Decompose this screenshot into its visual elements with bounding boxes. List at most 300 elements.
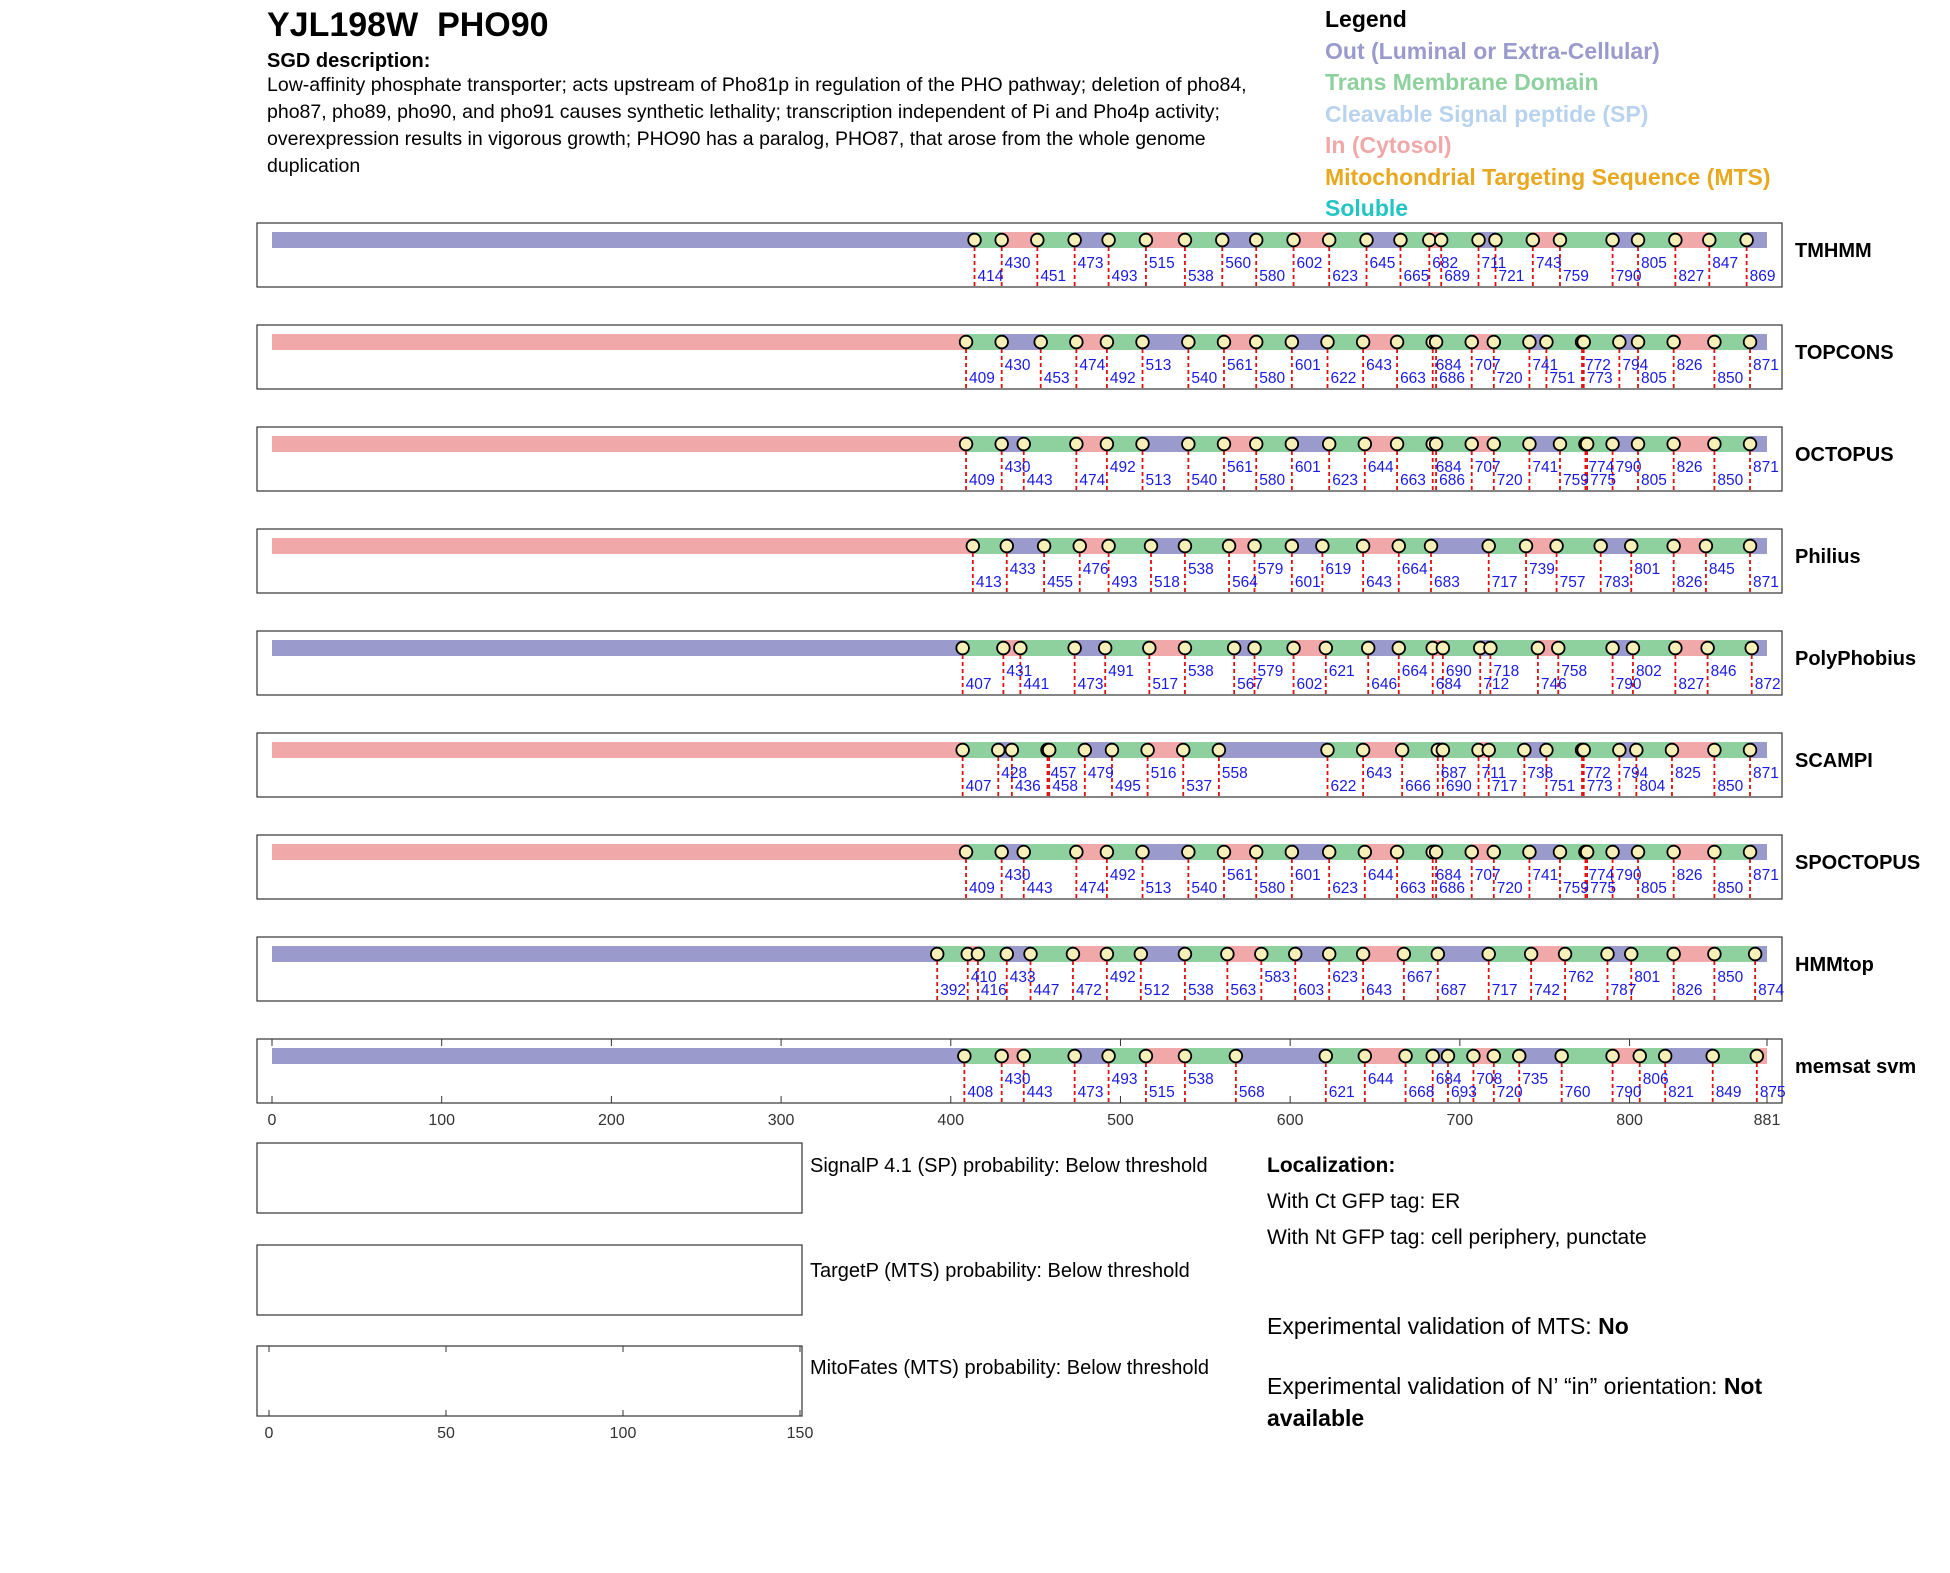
- boundary-circle: [1431, 948, 1444, 961]
- boundary-circle: [1218, 438, 1231, 451]
- boundary-label: 711: [1481, 255, 1507, 272]
- topology-segment-out: [272, 232, 975, 248]
- boundary-circle: [1667, 438, 1680, 451]
- boundary-label: 871: [1753, 357, 1779, 374]
- topology-segment-tm: [1558, 640, 1612, 656]
- boundary-label: 441: [1023, 676, 1050, 693]
- boundary-circle: [1606, 846, 1619, 859]
- boundary-circle: [1038, 540, 1051, 553]
- boundary-circle: [1465, 846, 1478, 859]
- boundary-label: 693: [1450, 1084, 1477, 1101]
- boundary-label: 871: [1753, 459, 1779, 476]
- boundary-circle: [1706, 1050, 1719, 1063]
- track-label-memsat-svm: memsat svm: [1795, 1056, 1917, 1078]
- boundary-label: 540: [1191, 370, 1218, 387]
- boundary-circle: [1667, 846, 1680, 859]
- boundary-label: 850: [1717, 472, 1744, 489]
- boundary-circle: [1079, 744, 1092, 757]
- boundary-label: 433: [1009, 561, 1036, 578]
- boundary-label: 474: [1079, 880, 1106, 897]
- boundary-circle: [1286, 336, 1299, 349]
- boundary-circle: [1357, 948, 1370, 961]
- boundary-circle: [1101, 336, 1114, 349]
- boundary-label: 560: [1225, 255, 1252, 272]
- boundary-label: 621: [1328, 1084, 1355, 1101]
- legend-item-out: Out (Luminal or Extra-Cellular): [1325, 37, 1660, 64]
- legend-item-tm: Trans Membrane Domain: [1325, 69, 1599, 95]
- boundary-circle: [1625, 540, 1638, 553]
- boundary-circle: [1102, 1050, 1115, 1063]
- boundary-label: 805: [1641, 370, 1667, 387]
- boundary-circle: [1000, 540, 1013, 553]
- boundary-circle: [1606, 438, 1619, 451]
- boundary-label: 790: [1615, 676, 1642, 693]
- x-tick-label: 100: [428, 1112, 456, 1129]
- boundary-label: 538: [1187, 561, 1214, 578]
- boundary-label: 846: [1710, 663, 1737, 680]
- boundary-circle: [1182, 846, 1195, 859]
- boundary-label: 518: [1154, 574, 1180, 591]
- boundary-circle: [1106, 744, 1119, 757]
- boundary-label: 872: [1754, 676, 1781, 693]
- boundary-circle: [972, 948, 985, 961]
- page-title: YJL198W PHO90: [267, 6, 549, 44]
- boundary-label: 622: [1330, 370, 1357, 387]
- mitofates-text: MitoFates (MTS) probability: Below threshold: [810, 1357, 1210, 1379]
- boundary-label: 430: [1004, 867, 1031, 884]
- boundary-label: 773: [1586, 370, 1613, 387]
- boundary-circle: [1430, 846, 1443, 859]
- boundary-circle: [1068, 1050, 1081, 1063]
- boundary-circle: [1136, 336, 1149, 349]
- boundary-label: 619: [1325, 561, 1352, 578]
- boundary-circle: [1392, 540, 1405, 553]
- boundary-label: 717: [1491, 982, 1518, 999]
- boundary-label: 686: [1439, 880, 1465, 897]
- x-tick-label: 881: [1753, 1112, 1781, 1129]
- boundary-circle: [1703, 234, 1716, 247]
- boundary-label: 826: [1676, 574, 1703, 591]
- boundary-circle: [1601, 948, 1614, 961]
- boundary-circle: [1632, 336, 1645, 349]
- boundary-circle: [1701, 642, 1714, 655]
- boundary-circle: [1017, 438, 1030, 451]
- boundary-circle: [1744, 540, 1757, 553]
- panel-tick-label: 0: [264, 1425, 274, 1442]
- boundary-label: 602: [1296, 676, 1323, 693]
- boundary-label: 790: [1615, 867, 1642, 884]
- boundary-label: 643: [1366, 982, 1393, 999]
- topology-segment-tm: [1185, 640, 1234, 656]
- legend-item-mts: Mitochondrial Targeting Sequence (MTS): [1325, 163, 1771, 190]
- boundary-circle: [1034, 336, 1047, 349]
- boundary-circle: [1145, 540, 1158, 553]
- boundary-label: 458: [1052, 778, 1079, 795]
- boundary-circle: [1467, 1050, 1480, 1063]
- boundary-label: 684: [1435, 867, 1462, 884]
- boundary-label: 794: [1622, 765, 1649, 782]
- boundary-label: 645: [1369, 255, 1396, 272]
- boundary-circle: [1221, 948, 1234, 961]
- boundary-label: 827: [1678, 268, 1705, 285]
- track-label-philius: Philius: [1795, 546, 1861, 568]
- boundary-circle: [1102, 234, 1115, 247]
- boundary-circle: [1425, 540, 1438, 553]
- boundary-label: 644: [1367, 1071, 1394, 1088]
- boundary-label: 871: [1753, 574, 1779, 591]
- track-label-topcons: TOPCONS: [1795, 342, 1894, 364]
- boundary-label: 407: [965, 676, 992, 693]
- boundary-circle: [1073, 540, 1086, 553]
- boundary-circle: [1141, 744, 1154, 757]
- boundary-circle: [1248, 540, 1261, 553]
- boundary-label: 663: [1400, 880, 1426, 897]
- panel-frame-targetp: [257, 1245, 802, 1315]
- boundary-circle: [995, 846, 1008, 859]
- boundary-label: 790: [1615, 459, 1642, 476]
- boundary-circle: [1577, 336, 1590, 349]
- boundary-label: 643: [1366, 574, 1393, 591]
- x-tick-label: 600: [1276, 1112, 1304, 1129]
- boundary-label: 774: [1588, 459, 1615, 476]
- boundary-label: 601: [1294, 357, 1321, 374]
- boundary-label: 644: [1367, 867, 1394, 884]
- boundary-circle: [1554, 846, 1567, 859]
- boundary-label: 762: [1568, 969, 1594, 986]
- boundary-label: 801: [1634, 969, 1661, 986]
- boundary-circle: [1140, 234, 1153, 247]
- mts-validation-label: Experimental validation of MTS:: [1267, 1313, 1599, 1339]
- orientation-validation-label: Experimental validation of N’ “in” orientation:: [1267, 1373, 1724, 1399]
- boundary-circle: [1632, 234, 1645, 247]
- boundary-label: 455: [1047, 574, 1073, 591]
- boundary-label: 758: [1561, 663, 1588, 680]
- boundary-circle: [1659, 1050, 1672, 1063]
- boundary-circle: [1423, 234, 1436, 247]
- boundary-circle: [1396, 744, 1409, 757]
- boundary-circle: [1442, 1050, 1455, 1063]
- boundary-label: 794: [1622, 357, 1649, 374]
- boundary-label: 802: [1635, 663, 1662, 680]
- boundary-circle: [1482, 744, 1495, 757]
- boundary-circle: [1484, 642, 1497, 655]
- boundary-circle: [1179, 1050, 1192, 1063]
- boundary-label: 684: [1435, 357, 1462, 374]
- boundary-label: 826: [1676, 982, 1703, 999]
- boundary-label: 451: [1040, 268, 1067, 285]
- boundary-label: 772: [1585, 357, 1611, 374]
- boundary-label: 804: [1639, 778, 1666, 795]
- panel-tick-label: 150: [786, 1425, 814, 1442]
- boundary-label: 644: [1367, 459, 1394, 476]
- boundary-label: 717: [1491, 574, 1518, 591]
- boundary-label: 849: [1715, 1084, 1742, 1101]
- boundary-circle: [992, 744, 1005, 757]
- boundary-circle: [1554, 234, 1567, 247]
- boundary-label: 805: [1641, 255, 1667, 272]
- boundary-circle: [1359, 438, 1372, 451]
- legend-item-in: In (Cytosol): [1325, 132, 1452, 158]
- boundary-circle: [1319, 642, 1332, 655]
- topology-segment-in: [272, 436, 966, 452]
- boundary-circle: [1067, 948, 1080, 961]
- boundary-label: 689: [1444, 268, 1471, 285]
- boundary-label: 751: [1549, 778, 1576, 795]
- boundary-label: 826: [1676, 459, 1703, 476]
- boundary-label: 492: [1109, 459, 1136, 476]
- boundary-circle: [1613, 744, 1626, 757]
- boundary-circle: [1482, 540, 1495, 553]
- boundary-label: 741: [1532, 357, 1559, 374]
- boundary-label: 721: [1498, 268, 1525, 285]
- boundary-label: 443: [1026, 880, 1053, 897]
- targetp-text: TargetP (MTS) probability: Below threshold: [810, 1260, 1190, 1282]
- boundary-circle: [997, 642, 1010, 655]
- boundary-circle: [1321, 744, 1334, 757]
- boundary-circle: [1070, 336, 1083, 349]
- boundary-label: 601: [1294, 459, 1321, 476]
- topology-segment-out: [1219, 742, 1328, 758]
- boundary-label: 513: [1145, 880, 1172, 897]
- boundary-label: 537: [1186, 778, 1213, 795]
- boundary-circle: [1070, 846, 1083, 859]
- boundary-circle: [1540, 744, 1553, 757]
- boundary-label: 431: [1006, 663, 1033, 680]
- boundary-circle: [1513, 1050, 1526, 1063]
- boundary-label: 414: [977, 268, 1004, 285]
- boundary-circle: [1487, 336, 1500, 349]
- boundary-label: 430: [1004, 459, 1031, 476]
- boundary-label: 561: [1226, 867, 1253, 884]
- boundary-circle: [1625, 948, 1638, 961]
- boundary-circle: [1482, 948, 1495, 961]
- boundary-label: 775: [1590, 880, 1616, 897]
- boundary-label: 707: [1474, 867, 1501, 884]
- boundary-label: 743: [1535, 255, 1562, 272]
- boundary-label: 512: [1143, 982, 1170, 999]
- boundary-label: 664: [1401, 663, 1428, 680]
- signalp-text: SignalP 4.1 (SP) probability: Below threshold: [810, 1155, 1208, 1177]
- boundary-label: 720: [1496, 472, 1523, 489]
- boundary-circle: [1070, 438, 1083, 451]
- boundary-circle: [1613, 336, 1626, 349]
- boundary-label: 717: [1491, 778, 1518, 795]
- boundary-circle: [1633, 1050, 1646, 1063]
- boundary-label: 746: [1540, 676, 1567, 693]
- boundary-label: 473: [1077, 1084, 1104, 1101]
- boundary-label: 413: [975, 574, 1002, 591]
- boundary-circle: [1430, 438, 1443, 451]
- boundary-circle: [995, 234, 1008, 247]
- boundary-label: 869: [1749, 268, 1776, 285]
- boundary-circle: [956, 642, 969, 655]
- boundary-label: 775: [1590, 472, 1616, 489]
- boundary-circle: [1179, 234, 1192, 247]
- boundary-label: 847: [1712, 255, 1739, 272]
- boundary-label: 623: [1332, 880, 1359, 897]
- boundary-label: 787: [1610, 982, 1637, 999]
- boundary-label: 580: [1259, 268, 1286, 285]
- boundary-circle: [1708, 336, 1721, 349]
- boundary-label: 603: [1298, 982, 1325, 999]
- boundary-circle: [1323, 948, 1336, 961]
- boundary-circle: [1399, 1050, 1412, 1063]
- boundary-circle: [1101, 948, 1114, 961]
- boundary-label: 443: [1026, 472, 1053, 489]
- boundary-label: 643: [1366, 357, 1393, 374]
- boundary-label: 774: [1588, 867, 1615, 884]
- x-tick-label: 200: [598, 1112, 625, 1129]
- boundary-label: 409: [969, 880, 995, 897]
- boundary-circle: [1319, 1050, 1332, 1063]
- boundary-circle: [1577, 744, 1590, 757]
- mts-validation-value: No: [1598, 1313, 1629, 1339]
- boundary-circle: [1068, 234, 1081, 247]
- boundary-circle: [1555, 1050, 1568, 1063]
- boundary-label: 663: [1400, 472, 1426, 489]
- track-label-polyphobius: PolyPhobius: [1795, 648, 1917, 670]
- boundary-label: 474: [1079, 472, 1106, 489]
- boundary-circle: [1250, 234, 1263, 247]
- boundary-label: 801: [1634, 561, 1661, 578]
- boundary-label: 874: [1758, 982, 1784, 999]
- boundary-circle: [1250, 846, 1263, 859]
- boundary-circle: [1213, 744, 1226, 757]
- boundary-circle: [1250, 336, 1263, 349]
- boundary-circle: [1182, 336, 1195, 349]
- boundary-label: 561: [1226, 357, 1253, 374]
- boundary-label: 409: [969, 370, 995, 387]
- boundary-label: 516: [1150, 765, 1177, 782]
- boundary-label: 409: [969, 472, 995, 489]
- boundary-label: 513: [1145, 357, 1172, 374]
- boundary-circle: [1391, 438, 1404, 451]
- orientation-validation-value: Not available: [1267, 1373, 1763, 1431]
- boundary-label: 540: [1191, 472, 1218, 489]
- boundary-label: 583: [1264, 969, 1291, 986]
- topology-segment-out: [272, 1048, 964, 1064]
- boundary-circle: [1017, 1050, 1030, 1063]
- boundary-label: 538: [1187, 1071, 1214, 1088]
- boundary-label: 479: [1087, 765, 1114, 782]
- panel-frame-mitofates: [257, 1346, 802, 1416]
- boundary-circle: [1360, 234, 1373, 247]
- boundary-label: 515: [1148, 1084, 1175, 1101]
- boundary-circle: [1744, 336, 1757, 349]
- topology-segment-in: [272, 334, 966, 350]
- boundary-label: 433: [1009, 969, 1036, 986]
- boundary-circle: [1228, 642, 1241, 655]
- boundary-circle: [968, 234, 981, 247]
- boundary-circle: [1357, 336, 1370, 349]
- boundary-circle: [1666, 744, 1679, 757]
- sgd-heading: SGD description:: [267, 50, 431, 72]
- topology-segment-tm: [1560, 232, 1613, 248]
- boundary-circle: [960, 438, 973, 451]
- boundary-circle: [1230, 1050, 1243, 1063]
- boundary-circle: [1362, 642, 1375, 655]
- localization-heading: Localization:: [1267, 1154, 1396, 1177]
- x-tick-label: 0: [267, 1112, 277, 1129]
- boundary-label: 667: [1406, 969, 1433, 986]
- boundary-label: 826: [1676, 867, 1703, 884]
- boundary-label: 492: [1109, 867, 1136, 884]
- boundary-label: 493: [1111, 574, 1138, 591]
- boundary-label: 875: [1759, 1084, 1786, 1101]
- boundary-circle: [1708, 948, 1721, 961]
- boundary-circle: [995, 1050, 1008, 1063]
- boundary-circle: [995, 336, 1008, 349]
- boundary-circle: [1744, 744, 1757, 757]
- boundary-circle: [1745, 642, 1758, 655]
- boundary-label: 773: [1586, 778, 1613, 795]
- boundary-label: 495: [1114, 778, 1141, 795]
- boundary-circle: [1523, 438, 1536, 451]
- boundary-circle: [1489, 234, 1502, 247]
- boundary-circle: [1255, 948, 1268, 961]
- boundary-circle: [1667, 336, 1680, 349]
- boundary-label: 664: [1401, 561, 1428, 578]
- boundary-circle: [1323, 234, 1336, 247]
- boundary-label: 621: [1328, 663, 1355, 680]
- orientation-validation: [1267, 1370, 1827, 1434]
- boundary-circle: [1136, 438, 1149, 451]
- localization-ct: With Ct GFP tag: ER: [1267, 1190, 1461, 1213]
- boundary-circle: [1357, 744, 1370, 757]
- boundary-circle: [1700, 540, 1713, 553]
- boundary-label: 735: [1522, 1071, 1549, 1088]
- boundary-label: 663: [1400, 370, 1426, 387]
- boundary-label: 751: [1549, 370, 1576, 387]
- boundary-label: 757: [1559, 574, 1586, 591]
- boundary-label: 707: [1474, 459, 1501, 476]
- boundary-circle: [1532, 642, 1545, 655]
- boundary-label: 772: [1585, 765, 1611, 782]
- boundary-circle: [1357, 540, 1370, 553]
- boundary-label: 558: [1221, 765, 1248, 782]
- legend-title: Legend: [1325, 6, 1407, 32]
- boundary-circle: [1554, 438, 1567, 451]
- boundary-label: 513: [1145, 472, 1172, 489]
- boundary-circle: [1017, 846, 1030, 859]
- boundary-label: 430: [1004, 357, 1031, 374]
- boundary-label: 826: [1676, 357, 1703, 374]
- boundary-label: 567: [1237, 676, 1264, 693]
- boundary-circle: [1708, 438, 1721, 451]
- boundary-circle: [1101, 438, 1114, 451]
- boundary-circle: [1014, 642, 1027, 655]
- topology-segment-out: [1236, 1048, 1326, 1064]
- boundary-circle: [1581, 438, 1594, 451]
- boundary-circle: [1594, 540, 1607, 553]
- topology-segment-out: [272, 946, 937, 962]
- boundary-circle: [1287, 234, 1300, 247]
- boundary-label: 742: [1534, 982, 1561, 999]
- boundary-circle: [1581, 846, 1594, 859]
- boundary-circle: [967, 540, 980, 553]
- boundary-circle: [1487, 846, 1500, 859]
- boundary-label: 517: [1152, 676, 1179, 693]
- boundary-label: 759: [1562, 268, 1589, 285]
- boundary-label: 741: [1532, 867, 1559, 884]
- boundary-label: 491: [1108, 663, 1135, 680]
- boundary-label: 720: [1496, 1084, 1523, 1101]
- boundary-label: 416: [980, 982, 1007, 999]
- boundary-label: 580: [1259, 370, 1286, 387]
- boundary-circle: [1392, 642, 1405, 655]
- boundary-circle: [1708, 846, 1721, 859]
- boundary-label: 690: [1445, 778, 1472, 795]
